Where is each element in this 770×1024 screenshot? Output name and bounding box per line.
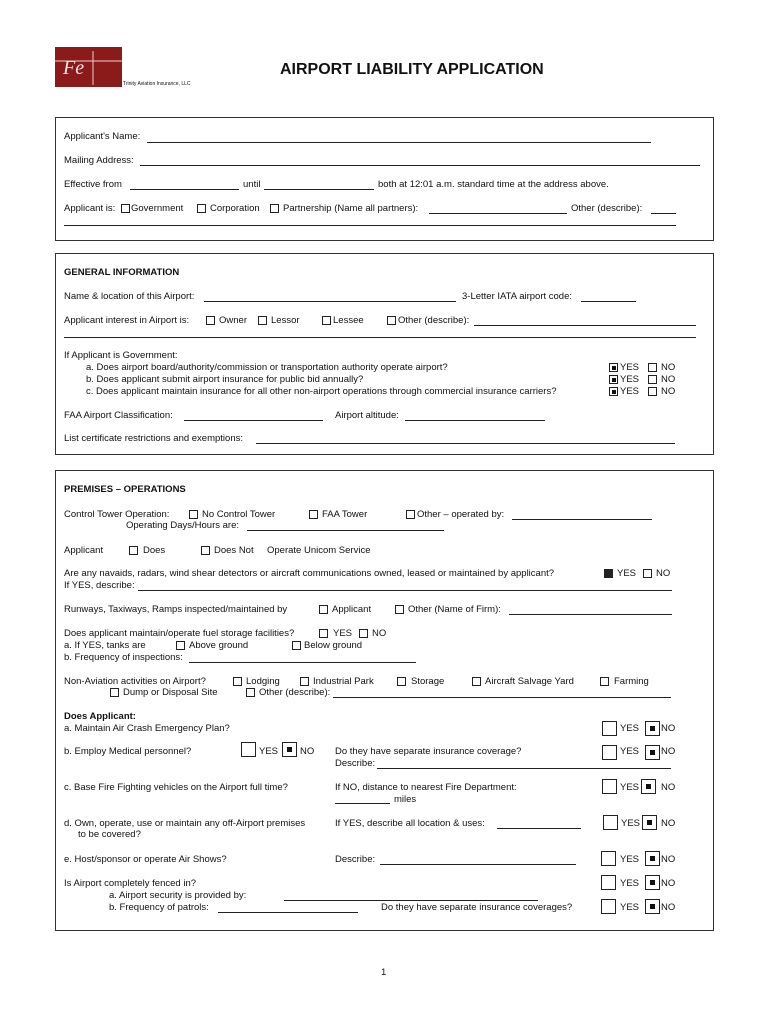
- op-days-field[interactable]: [247, 530, 444, 531]
- off-airport-no-label: NO: [661, 818, 676, 829]
- partnership-label: Partnership (Name all partners):: [283, 203, 419, 214]
- non-aviation-label: Non-Aviation activities on Airport?: [64, 676, 206, 687]
- page-number: 1: [381, 967, 387, 978]
- fire-no-label: NO: [661, 782, 676, 793]
- dump-checkbox[interactable]: [110, 688, 119, 697]
- other-activity-field[interactable]: [333, 697, 671, 698]
- fire-vehicles-question: c. Base Fire Fighting vehicles on the Airport full time?: [64, 782, 288, 793]
- altitude-field[interactable]: [405, 420, 545, 421]
- partnership-checkbox[interactable]: [270, 204, 279, 213]
- airport-name-field[interactable]: [204, 301, 456, 302]
- off-airport-describe-label: If YES, describe all location & uses:: [335, 818, 485, 829]
- gov-a-no-label: NO: [661, 362, 676, 373]
- off-airport-question: d. Own, operate, use or maintain any off-Airport premises: [64, 818, 306, 829]
- unicom-label: Operate Unicom Service: [267, 545, 371, 556]
- below-ground-checkbox[interactable]: [292, 641, 301, 650]
- below-ground-label: Below ground: [304, 640, 363, 651]
- runways-applicant-checkbox[interactable]: [319, 605, 328, 614]
- unicom-does-label: Does: [143, 545, 166, 556]
- unicom-applicant-label: Applicant: [64, 545, 104, 556]
- faa-tower-label: FAA Tower: [322, 509, 368, 520]
- general-info-heading: GENERAL INFORMATION: [64, 267, 180, 278]
- owner-checkbox[interactable]: [206, 316, 215, 325]
- gov-b-yes-label: YES: [620, 374, 640, 385]
- applicant-is-label: Applicant is:: [64, 203, 116, 214]
- storage-label: Storage: [411, 676, 445, 687]
- fuel-no-label: NO: [372, 628, 387, 639]
- tanks-label: a. If YES, tanks are: [64, 640, 146, 651]
- air-shows-no-checkbox[interactable]: [645, 851, 660, 866]
- medical-sep-yes-checkbox[interactable]: [602, 745, 617, 760]
- security-sep-question: Do they have separate insurance coverages?: [381, 902, 573, 913]
- navaids-no-label: NO: [656, 568, 671, 579]
- security-yes-label: YES: [620, 902, 640, 913]
- storage-checkbox[interactable]: [397, 677, 406, 686]
- runways-other-checkbox[interactable]: [395, 605, 404, 614]
- cert-field[interactable]: [256, 443, 675, 444]
- salvage-label: Aircraft Salvage Yard: [485, 676, 574, 687]
- until-field[interactable]: [264, 189, 374, 190]
- fenced-question: Is Airport completely fenced in?: [64, 878, 197, 889]
- crash-plan-question: a. Maintain Air Crash Emergency Plan?: [64, 723, 230, 734]
- corporation-label: Corporation: [210, 203, 260, 214]
- air-shows-question: e. Host/sponsor or operate Air Shows?: [64, 854, 227, 865]
- gov-b-no-label: NO: [661, 374, 676, 385]
- lessee-label: Lessee: [333, 315, 364, 326]
- does-applicant-heading: Does Applicant:: [64, 711, 136, 722]
- medical-sep-no-label: NO: [661, 746, 676, 757]
- dump-label: Dump or Disposal Site: [123, 687, 218, 698]
- fenced-yes-label: YES: [620, 878, 640, 889]
- government-label: Government: [131, 203, 184, 214]
- fuel-yes-checkbox[interactable]: [319, 629, 328, 638]
- off-airport-describe-field[interactable]: [497, 828, 581, 829]
- navaids-question: Are any navaids, radars, wind shear detectors or aircraft communications owned, leased or maintained by applicant?: [64, 568, 555, 579]
- gov-c-no-label: NO: [661, 386, 676, 397]
- gov-c-yes-label: YES: [620, 386, 640, 397]
- crash-plan-no-label: NO: [661, 723, 676, 734]
- fuel-question: Does applicant maintain/operate fuel storage facilities?: [64, 628, 295, 639]
- until-label: until: [243, 179, 261, 190]
- crash-plan-yes-checkbox[interactable]: [602, 721, 617, 736]
- gov-question-a: a. Does airport board/authority/commission or transportation authority operate airport?: [86, 362, 448, 373]
- off-airport-question-2: to be covered?: [78, 829, 141, 840]
- air-shows-describe-label: Describe:: [335, 854, 376, 865]
- other-describe-field[interactable]: [651, 213, 676, 214]
- iata-field[interactable]: [581, 301, 636, 302]
- air-shows-yes-checkbox[interactable]: [601, 851, 616, 866]
- air-shows-yes-label: YES: [620, 854, 640, 865]
- freq-inspections-field[interactable]: [189, 662, 416, 663]
- partnership-field[interactable]: [429, 213, 567, 214]
- other-interest-checkbox[interactable]: [387, 316, 396, 325]
- effective-from-field[interactable]: [130, 189, 239, 190]
- fuel-no-checkbox[interactable]: [359, 629, 368, 638]
- premises-heading: PREMISES – OPERATIONS: [64, 484, 186, 495]
- faa-class-field[interactable]: [184, 420, 323, 421]
- navaids-yes-label: YES: [617, 568, 637, 579]
- unicom-does-not-checkbox[interactable]: [201, 546, 210, 555]
- medical-no-checkbox[interactable]: [282, 742, 297, 757]
- page-title: AIRPORT LIABILITY APPLICATION: [280, 61, 544, 78]
- fenced-no-label: NO: [661, 878, 676, 889]
- navaids-describe-field[interactable]: [138, 590, 672, 591]
- industrial-label: Industrial Park: [313, 676, 374, 687]
- off-airport-yes-label: YES: [621, 818, 641, 829]
- gov-a-yes-checkbox[interactable]: [609, 363, 618, 372]
- fuel-yes-label: YES: [333, 628, 353, 639]
- airport-name-label: Name & location of this Airport:: [64, 291, 195, 302]
- owner-label: Owner: [219, 315, 247, 326]
- off-airport-no-checkbox[interactable]: [642, 815, 657, 830]
- no-tower-label: No Control Tower: [202, 509, 276, 520]
- patrols-label: b. Frequency of patrols:: [109, 902, 209, 913]
- fire-yes-label: YES: [620, 782, 640, 793]
- medical-yes-label: YES: [259, 746, 279, 757]
- no-tower-checkbox[interactable]: [189, 510, 198, 519]
- fire-distance-label: If NO, distance to nearest Fire Department:: [335, 782, 517, 793]
- other-tower-label: Other – operated by:: [417, 509, 505, 520]
- fenced-yes-checkbox[interactable]: [601, 875, 616, 890]
- gov-question-c: c. Does applicant maintain insurance for all other non-airport operations through commercial insurance carriers?: [86, 386, 557, 397]
- navaids-yes-checkbox[interactable]: [604, 569, 613, 578]
- lessee-checkbox[interactable]: [322, 316, 331, 325]
- faa-class-label: FAA Airport Classification:: [64, 410, 173, 421]
- fenced-no-checkbox[interactable]: [645, 875, 660, 890]
- above-ground-label: Above ground: [189, 640, 249, 651]
- navaids-describe-label: If YES, describe:: [64, 580, 135, 591]
- gov-question-b: b. Does applicant submit airport insurance for public bid annually?: [86, 374, 364, 385]
- lessor-label: Lessor: [271, 315, 300, 326]
- security-label: a. Airport security is provided by:: [109, 890, 247, 901]
- lodging-label: Lodging: [246, 676, 280, 687]
- unicom-does-checkbox[interactable]: [129, 546, 138, 555]
- interest-label: Applicant interest in Airport is:: [64, 315, 190, 326]
- other-tower-checkbox[interactable]: [406, 510, 415, 519]
- lodging-checkbox[interactable]: [233, 677, 242, 686]
- runways-other-field[interactable]: [509, 614, 672, 615]
- crash-plan-no-checkbox[interactable]: [645, 721, 660, 736]
- unicom-does-not-label: Does Not: [214, 545, 254, 556]
- government-checkbox[interactable]: [121, 204, 130, 213]
- security-no-checkbox[interactable]: [645, 899, 660, 914]
- runways-applicant-label: Applicant: [332, 604, 372, 615]
- freq-inspections-label: b. Frequency of inspections:: [64, 652, 183, 663]
- other-activity-label: Other (describe):: [259, 687, 331, 698]
- logo-text: Fe: [63, 57, 85, 79]
- miles-label: miles: [394, 794, 417, 805]
- security-yes-checkbox[interactable]: [601, 899, 616, 914]
- mailing-address-label: Mailing Address:: [64, 155, 134, 166]
- medical-sep-no-checkbox[interactable]: [645, 745, 660, 760]
- logo-subtitle: Trinity Aviation Insurance, LLC: [123, 81, 191, 87]
- gov-a-no-checkbox[interactable]: [648, 363, 657, 372]
- if-government-label: If Applicant is Government:: [64, 350, 178, 361]
- above-ground-checkbox[interactable]: [176, 641, 185, 650]
- medical-sep-question: Do they have separate insurance coverage?: [335, 746, 522, 757]
- gov-c-no-checkbox[interactable]: [648, 387, 657, 396]
- security-no-label: NO: [661, 902, 676, 913]
- off-airport-yes-checkbox[interactable]: [603, 815, 618, 830]
- gov-c-yes-checkbox[interactable]: [609, 387, 618, 396]
- other-interest-label: Other (describe):: [398, 315, 470, 326]
- effective-from-label: Effective from: [64, 179, 122, 190]
- medical-sep-yes-label: YES: [620, 746, 640, 757]
- medical-question: b. Employ Medical personnel?: [64, 746, 192, 757]
- other-describe-label: Other (describe):: [571, 203, 643, 214]
- navaids-no-checkbox[interactable]: [643, 569, 652, 578]
- corporation-checkbox[interactable]: [197, 204, 206, 213]
- air-shows-describe-field[interactable]: [380, 864, 576, 865]
- other-activity-checkbox[interactable]: [246, 688, 255, 697]
- lessor-checkbox[interactable]: [258, 316, 267, 325]
- gov-b-yes-checkbox[interactable]: [609, 375, 618, 384]
- iata-label: 3-Letter IATA airport code:: [462, 291, 573, 302]
- applicant-name-label: Applicant's Name:: [64, 131, 141, 142]
- mailing-address-field[interactable]: [140, 165, 700, 166]
- crash-plan-yes-label: YES: [620, 723, 640, 734]
- farming-checkbox[interactable]: [600, 677, 609, 686]
- gov-b-no-checkbox[interactable]: [648, 375, 657, 384]
- patrols-field[interactable]: [218, 912, 358, 913]
- air-shows-no-label: NO: [661, 854, 676, 865]
- other-tower-field[interactable]: [512, 519, 652, 520]
- altitude-label: Airport altitude:: [335, 410, 399, 421]
- gov-a-yes-label: YES: [620, 362, 640, 373]
- salvage-checkbox[interactable]: [472, 677, 481, 686]
- industrial-checkbox[interactable]: [300, 677, 309, 686]
- fire-distance-field[interactable]: [335, 803, 390, 804]
- fire-yes-checkbox[interactable]: [602, 779, 617, 794]
- medical-describe-label: Describe:: [335, 758, 376, 769]
- runways-label: Runways, Taxiways, Ramps inspected/maintained by: [64, 604, 288, 615]
- fire-no-checkbox[interactable]: [641, 779, 656, 794]
- op-days-label: Operating Days/Hours are:: [126, 520, 239, 531]
- medical-no-label: NO: [300, 746, 315, 757]
- security-field[interactable]: [284, 900, 538, 901]
- other-interest-field[interactable]: [474, 325, 696, 326]
- applicant-name-field[interactable]: [147, 142, 651, 143]
- interest-extra-line[interactable]: [64, 337, 696, 338]
- medical-describe-field[interactable]: [377, 768, 671, 769]
- tower-op-label: Control Tower Operation:: [64, 509, 170, 520]
- cert-label: List certificate restrictions and exemptions:: [64, 433, 243, 444]
- runways-other-label: Other (Name of Firm):: [408, 604, 501, 615]
- farming-label: Farming: [614, 676, 649, 687]
- applicant-extra-line[interactable]: [64, 225, 676, 226]
- company-logo: [55, 47, 122, 87]
- faa-tower-checkbox[interactable]: [309, 510, 318, 519]
- standard-time-text: both at 12:01 a.m. standard time at the address above.: [378, 179, 609, 190]
- medical-yes-checkbox[interactable]: [241, 742, 256, 757]
